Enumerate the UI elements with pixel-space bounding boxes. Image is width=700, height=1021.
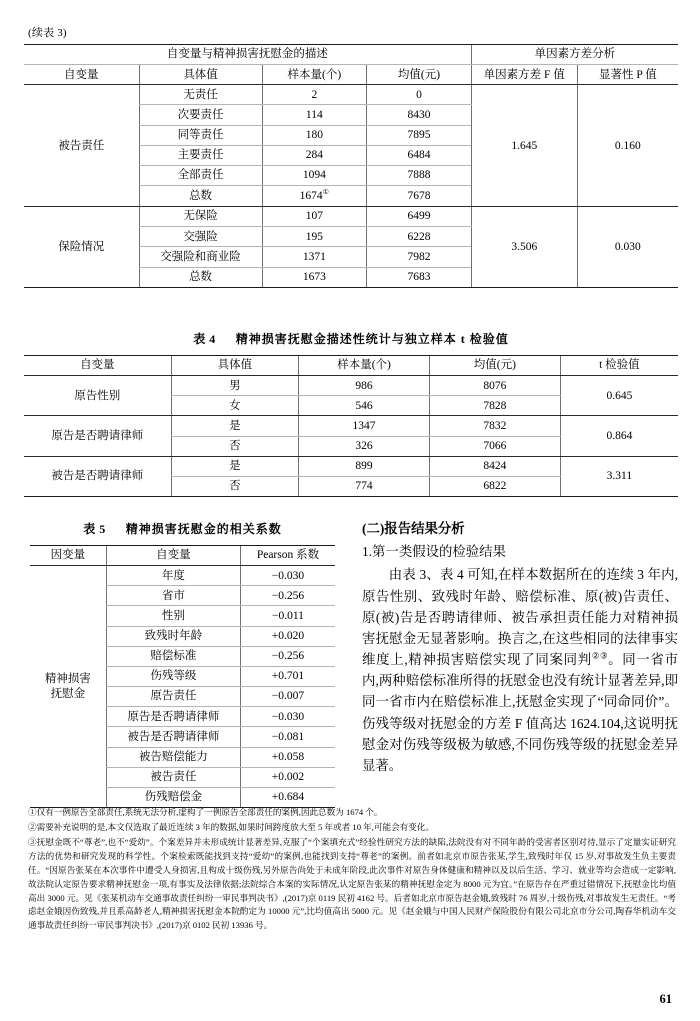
table-5-block xyxy=(30,520,335,808)
table5-cell-variable: 被告赔偿能力 xyxy=(106,747,240,767)
table3-cell-samplesize: 1674① xyxy=(262,186,367,207)
table-row xyxy=(24,456,678,476)
table4-cell-mean: 6822 xyxy=(429,476,560,496)
table4-cell-samplesize: 1347 xyxy=(299,416,430,436)
table4-col-tvalue: t 检验值 xyxy=(560,356,678,376)
table3-cell-value: 次要责任 xyxy=(139,105,262,125)
table4-group-name: 被告是否聘请律师 xyxy=(24,456,171,496)
table3-col-fvalue: 单因素方差 F 值 xyxy=(471,65,577,85)
page-number: 61 xyxy=(659,992,672,1006)
table5-cell-variable: 被告责任 xyxy=(106,767,240,787)
table4-cell-mean: 8076 xyxy=(429,376,560,396)
table5-cell-pearson: +0.684 xyxy=(240,787,335,807)
table-5-caption-number: 表 5 xyxy=(83,522,106,536)
table5-cell-pearson: −0.030 xyxy=(240,707,335,727)
table3-cell-mean: 7888 xyxy=(367,165,472,185)
footnote-ref-23: ②③ xyxy=(591,651,609,661)
table-4-caption-text: 精神损害抚慰金描述性统计与独立样本 t 检验值 xyxy=(235,332,509,346)
table3-col-samplesize: 样本量(个) xyxy=(262,65,367,85)
table3-cell-mean: 6228 xyxy=(367,227,472,247)
table3-cell-fvalue: 3.506 xyxy=(471,207,577,288)
table3-cell-mean: 6499 xyxy=(367,207,472,227)
table3-cell-value: 交强险和商业险 xyxy=(139,247,262,267)
table4-cell-value: 否 xyxy=(171,476,299,496)
table3-cell-mean: 7683 xyxy=(367,267,472,287)
table5-cell-variable: 原告是否聘请律师 xyxy=(106,707,240,727)
table5-cell-variable: 伤残赔偿金 xyxy=(106,787,240,807)
footnotes-block xyxy=(28,806,676,934)
table3-cell-mean: 0 xyxy=(367,85,472,105)
table5-col-pearson: Pearson 系数 xyxy=(240,546,335,566)
table4-cell-samplesize: 774 xyxy=(299,476,430,496)
table5-cell-variable: 赔偿标准 xyxy=(106,646,240,666)
table3-cell-samplesize: 2 xyxy=(262,85,367,105)
table3-cell-pvalue: 0.030 xyxy=(577,207,678,288)
table5-body xyxy=(30,566,335,808)
table-4 xyxy=(24,355,678,497)
table-5-caption-text: 精神损害抚慰金的相关系数 xyxy=(125,522,282,536)
table3-cell-fvalue: 1.645 xyxy=(471,85,577,207)
table-row xyxy=(24,85,678,105)
table4-col-samplesize: 样本量(个) xyxy=(299,356,430,376)
table5-cell-variable: 被告是否聘请律师 xyxy=(106,727,240,747)
table3-cell-value: 全部责任 xyxy=(139,165,262,185)
table5-col-dependent: 因变量 xyxy=(30,546,106,566)
table4-cell-samplesize: 986 xyxy=(299,376,430,396)
table5-cell-pearson: −0.081 xyxy=(240,727,335,747)
table3-cell-mean: 7678 xyxy=(367,186,472,207)
table-3-continued xyxy=(24,44,678,288)
table4-cell-value: 是 xyxy=(171,456,299,476)
footnote-2: ②需要补充说明的是,本文仅选取了最近连续 3 年的数据,如果时间跨度放大至 5 年或者 10 年,可能会有变化。 xyxy=(28,821,435,832)
table3-group-header-desc: 自变量与精神损害抚慰金的描述 xyxy=(24,45,471,65)
table3-col-mean: 均值(元) xyxy=(367,65,472,85)
table4-cell-samplesize: 899 xyxy=(299,456,430,476)
table-row xyxy=(24,376,678,396)
table5-cell-pearson: +0.701 xyxy=(240,666,335,686)
table3-group-name: 被告责任 xyxy=(24,85,139,207)
table-row xyxy=(24,45,678,65)
table4-cell-samplesize: 326 xyxy=(299,436,430,456)
table3-group-header-anova: 单因素方差分析 xyxy=(471,45,678,65)
table-row xyxy=(24,65,678,85)
table3-cell-mean: 7895 xyxy=(367,125,472,145)
table3-cell-mean: 7982 xyxy=(367,247,472,267)
table3-cell-value: 无责任 xyxy=(139,85,262,105)
table3-cell-value: 总数 xyxy=(139,267,262,287)
table3-cell-samplesize: 1371 xyxy=(262,247,367,267)
table5-cell-variable: 省市 xyxy=(106,586,240,606)
table3-group-name: 保险情况 xyxy=(24,207,139,288)
table5-cell-pearson: +0.020 xyxy=(240,626,335,646)
table4-cell-mean: 7828 xyxy=(429,396,560,416)
analysis-paragraph-part1: 由表 3、表 4 可知,在样本数据所在的连续 3 年内,原告性别、致残时年龄、赔偿标准、原(被)告责任、原(被)告是否聘请律师、被告承担责任能力对精神损害抚慰金无显著影响。换言之,在这些相同的法律事实维度上,精神损害赔偿实现了同案同判 xyxy=(362,567,678,668)
table4-group-name: 原告性别 xyxy=(24,376,171,416)
table5-cell-pearson: −0.030 xyxy=(240,566,335,586)
table3-cell-pvalue: 0.160 xyxy=(577,85,678,207)
table-row xyxy=(30,566,335,586)
footnote-1: ①仅有一例原告全部责任,系统无法分析,虚构了一例原告全部责任的案例,因此总数为 1674 个。 xyxy=(28,807,383,817)
section-heading: (二)报告结果分析 xyxy=(362,521,465,536)
table3-cell-samplesize: 1673 xyxy=(262,267,367,287)
table-5-caption xyxy=(30,520,335,537)
table-4-caption-number: 表 4 xyxy=(193,332,216,346)
table3-cell-value: 同等责任 xyxy=(139,125,262,145)
table5-cell-variable: 原告责任 xyxy=(106,687,240,707)
table3-col-value: 具体值 xyxy=(139,65,262,85)
table3-cell-value: 主要责任 xyxy=(139,145,262,165)
table-4-caption xyxy=(24,330,678,347)
table4-col-variable: 自变量 xyxy=(24,356,171,376)
table4-body xyxy=(24,376,678,497)
table5-cell-variable: 致残时年龄 xyxy=(106,626,240,646)
table3-cell-value: 无保险 xyxy=(139,207,262,227)
footnote-ref-1: ① xyxy=(322,188,330,197)
table5-cell-pearson: −0.011 xyxy=(240,606,335,626)
table4-col-mean: 均值(元) xyxy=(429,356,560,376)
table4-cell-mean: 8424 xyxy=(429,456,560,476)
table3-cell-samplesize: 180 xyxy=(262,125,367,145)
table4-cell-tvalue: 3.311 xyxy=(560,456,678,496)
table-4-block xyxy=(24,330,678,497)
table5-cell-variable: 性别 xyxy=(106,606,240,626)
continued-table-label: (续表 3) xyxy=(28,27,67,39)
subsection-heading: 1.第一类假设的检验结果 xyxy=(362,544,506,560)
table4-cell-tvalue: 0.864 xyxy=(560,416,678,456)
table-row xyxy=(24,207,678,227)
table3-cell-samplesize: 114 xyxy=(262,105,367,125)
table4-cell-tvalue: 0.645 xyxy=(560,376,678,416)
table5-cell-pearson: −0.007 xyxy=(240,687,335,707)
table3-cell-samplesize: 195 xyxy=(262,227,367,247)
table-3 xyxy=(24,44,678,288)
table5-cell-variable: 伤残等级 xyxy=(106,666,240,686)
table4-cell-mean: 7066 xyxy=(429,436,560,456)
analysis-paragraph-part2: 。同一省市内,两种赔偿标准所得的抚慰金也没有统计显著差异,即同一省市内在赔偿标准上,抚慰金实现了“同命同价”。伤残等级对抚慰金的方差 F 值高达 1624.104,这说明抚慰金对伤残等级极为敏感,不同伤残等级的抚慰金差异显著。 xyxy=(362,652,678,773)
footnote-3: ③抚慰金既不“尊老”,也不“爱幼”。个案差异并未形成统计显著差异,克服了“个案填充式”经验性研究方法的缺陷,法院没有对不同年龄的受害者区别对待,显示了定量实证研究方法的优势和研究发现的科学性。个案检索既能找到支持“爱幼”的案例,也能找到支持“尊老”的案例。前者如北京市原告张某,学生,致残时年仅 15 岁,对事故发生负主要责任。“因原告张某在本次事件中遭受人身损害,且构成十级伤残,另外原告尚处于未成年阶段,此次事件对原告身体健康和精神以及以后生活、学习、就业等均会造成一定影响,故法院认定原告要求精神抚慰金一项,有事实及法律依据;法院综合本案的实际情况,认定原告张某的精神抚慰金定为 8000 元为宜。”在原告存在严重过错情况下,抚慰金比均值高出 3000 元。见《张某机动车交通事故责任纠纷一审民事判决书》,(2017)京 0119 民初 4162 号。后者如北京市原告赵金娥,致残时 76 周岁,十级伤残,对事故发生无责任。“考虑赵金娥因伤致残,并且系高龄老人,精神损害抚慰金本院酌定为 10000 元”,比均值高出 5000 元。见《赵金娥与中国人民财产保险股份有限公司北京市分公司,陶春华机动车交通事故责任纠纷一审民事判决书》,(2017)京 0102 民初 13936 号。 xyxy=(28,836,676,931)
analysis-paragraph xyxy=(362,564,678,776)
table3-cell-value: 交强险 xyxy=(139,227,262,247)
table4-cell-samplesize: 546 xyxy=(299,396,430,416)
right-text-column xyxy=(362,518,678,776)
table5-cell-variable: 年度 xyxy=(106,566,240,586)
table4-cell-value: 女 xyxy=(171,396,299,416)
table3-cell-mean: 6484 xyxy=(367,145,472,165)
table4-col-value: 具体值 xyxy=(171,356,299,376)
table5-col-independent: 自变量 xyxy=(106,546,240,566)
table4-group-name: 原告是否聘请律师 xyxy=(24,416,171,456)
table4-cell-value: 男 xyxy=(171,376,299,396)
table5-cell-pearson: −0.256 xyxy=(240,646,335,666)
table-row xyxy=(30,546,335,566)
table-row xyxy=(24,416,678,436)
table3-col-variable: 自变量 xyxy=(24,65,139,85)
table-row xyxy=(24,356,678,376)
table4-cell-value: 是 xyxy=(171,416,299,436)
table3-cell-samplesize: 284 xyxy=(262,145,367,165)
table3-cell-value: 总数 xyxy=(139,186,262,207)
table3-cell-mean: 8430 xyxy=(367,105,472,125)
table4-cell-mean: 7832 xyxy=(429,416,560,436)
table3-body xyxy=(24,85,678,287)
table3-col-pvalue: 显著性 P 值 xyxy=(577,65,678,85)
table3-cell-samplesize: 107 xyxy=(262,207,367,227)
table4-cell-value: 否 xyxy=(171,436,299,456)
table5-cell-pearson: +0.058 xyxy=(240,747,335,767)
table5-dependent-variable: 精神损害 抚慰金 xyxy=(30,566,106,808)
table5-cell-pearson: +0.002 xyxy=(240,767,335,787)
table3-cell-samplesize: 1094 xyxy=(262,165,367,185)
table5-cell-pearson: −0.256 xyxy=(240,586,335,606)
table-5 xyxy=(30,545,335,808)
